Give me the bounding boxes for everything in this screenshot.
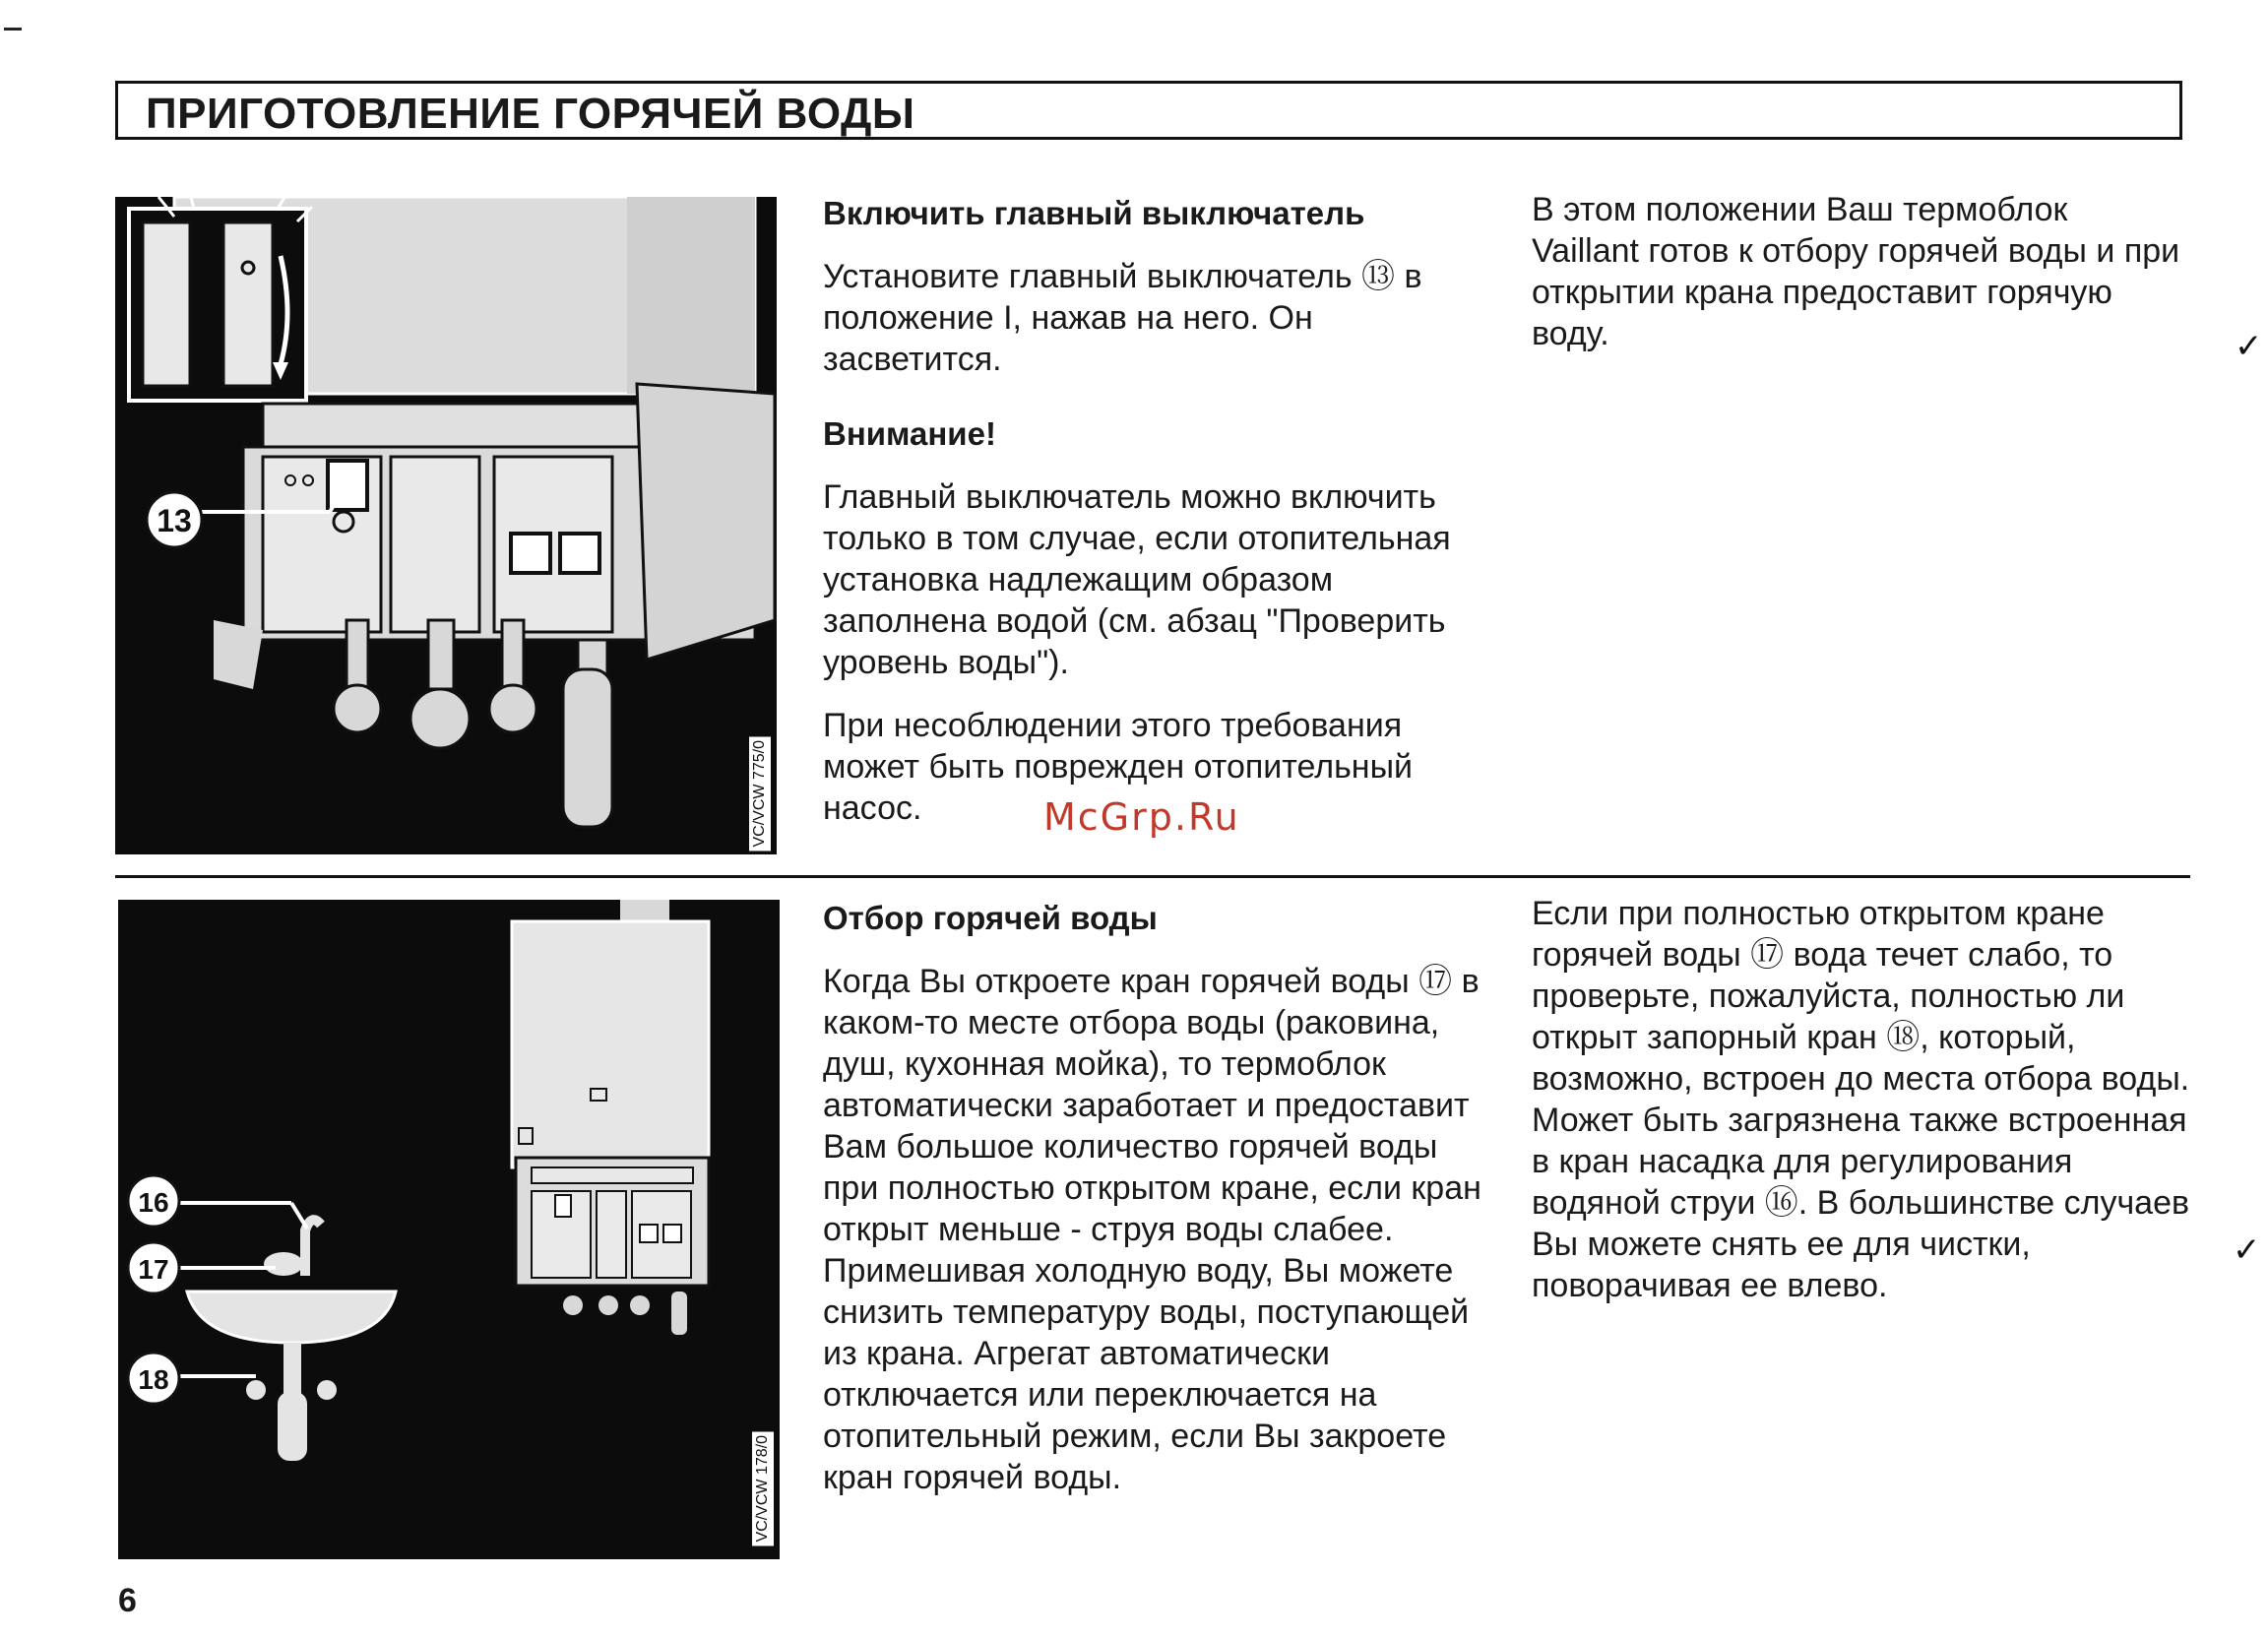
callout-17: 17 [138, 1254, 169, 1285]
paragraph: Когда Вы откроете кран горячей воды ⑰ в каком-то месте отбора воды (раковина, душ, кухонная мойка), то термоблок автоматически заработает и предоставит Вам большое количество горячей воды при полностью открытом кране, если кран открыт меньше - струя воды слабее. Примешивая холодную воду, Вы можете снизить температуру воды, поступающей из крана. Агрегат автоматически отключается или переключается на отопительный режим, если Вы закроете кран горячей воды. [823, 963, 1481, 1496]
figure-hot-water-tap [118, 900, 780, 1559]
margin-tick: ✓ [2233, 1231, 2261, 1269]
callout-16: 16 [138, 1187, 169, 1218]
watermark: McGrp.Ru [1043, 795, 1240, 839]
page-number: 6 [118, 1582, 137, 1619]
section2-middle-column [823, 898, 1492, 1498]
paragraph: Установите главный выключатель ⑬ в положение I, нажав на него. Он засветится. [823, 258, 1422, 378]
page-title: ПРИГОТОВЛЕНИЕ ГОРЯЧЕЙ ВОДЫ [146, 90, 915, 138]
figure-code: VC/VCW 775/0 [749, 736, 771, 851]
section1-right-column [1532, 189, 2181, 354]
sink-and-boiler-illustration [118, 900, 780, 1559]
section-heading: Отбор горячей воды [823, 900, 1158, 936]
section-heading: Включить главный выключатель [823, 195, 1365, 231]
margin-tick: ✓ [2235, 328, 2263, 365]
paragraph: Если при полностью открытом кране горячей воды ⑰ вода течет слабо, то проверьте, пожалуйста, полностью ли открыт запорный кран ⑱, который, возможно, встроен до места отбора воды. Может быть загрязнена также встроенная в кран насадка для регулирования водяной струи ⑯. В большинстве случаев Вы можете снять ее для чистки, поворачивая ее влево. [1532, 895, 2190, 1304]
paragraph: В этом положении Ваш термоблок Vaillant готов к отбору горячей воды и при открытии крана предоставит горячую воду. [1532, 191, 2180, 352]
paragraph: При несоблюдении этого требования может быть поврежден отопительный насос. [823, 707, 1414, 827]
section-divider [115, 875, 2190, 878]
section1-middle-column [823, 193, 1492, 829]
callout-13: 13 [157, 503, 192, 538]
section2-right-column [1532, 893, 2191, 1306]
scan-mark [4, 28, 22, 31]
attention-heading: Внимание! [823, 415, 996, 452]
callout-18: 18 [138, 1364, 169, 1395]
figure-code: VC/VCW 178/0 [752, 1431, 774, 1545]
figure-main-switch [115, 197, 777, 854]
boiler-panel-illustration [115, 197, 777, 854]
page-title-box [115, 81, 2182, 140]
paragraph: Главный выключатель можно включить только в том случае, если отопительная установка надлежащим образом заполнена водой (см. абзац "Проверить уровень воды"). [823, 478, 1451, 681]
